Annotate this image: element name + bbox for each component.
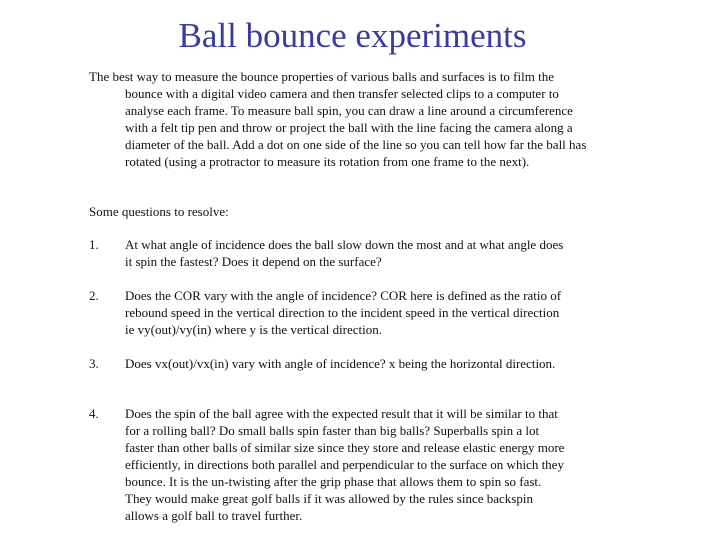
question-text: Does the COR vary with the angle of incidence? COR here is defined as the ratio of rebound speed in the vertical direction to the incident speed in the vertical direction ie vy(out)/vy(in) where y is the vertical direction. [125, 288, 562, 337]
intro-paragraph: The best way to measure the bounce properties of various balls and surfaces is to film the bounce with a digital video camera and then transfer selected clips to a computer to analyse each frame. To measure ball spin, you can draw a line around a circumference with a felt tip pen and throw or project the ball with the line facing the camera along a diameter of the ball. Add a dot on one side of the line so you can tell how far the ball has rotated (using a protractor to measure its rotation from one frame to the next). [89, 69, 587, 169]
question-text: Does vx(out)/vx(in) vary with angle of incidence? x being the horizontal direction. [125, 356, 556, 371]
question-number: 2. [89, 288, 99, 303]
slide-title: Ball bounce experiments [178, 16, 527, 55]
question-number: 3. [89, 356, 99, 371]
question-text: Does the spin of the ball agree with the expected result that it will be similar to that for a rolling ball? Do small balls spin faster than big balls? Superballs spin a lot faster than other balls of similar size since they store and release elastic energy more efficiently, in directions both parallel and perpendicular to the surface on which they bounce. It is the un-twisting after the grip phase that allows them to spin so fast. They would make great golf balls if it was allowed by the rules since backspin allows a golf ball to travel further. [125, 406, 565, 523]
question-number: 1. [89, 237, 99, 252]
question-number: 4. [89, 406, 99, 421]
question-text: At what angle of incidence does the ball slow down the most and at what angle does it spin the fastest? Does it depend on the surface? [125, 237, 564, 269]
questions-heading: Some questions to resolve: [89, 204, 229, 219]
